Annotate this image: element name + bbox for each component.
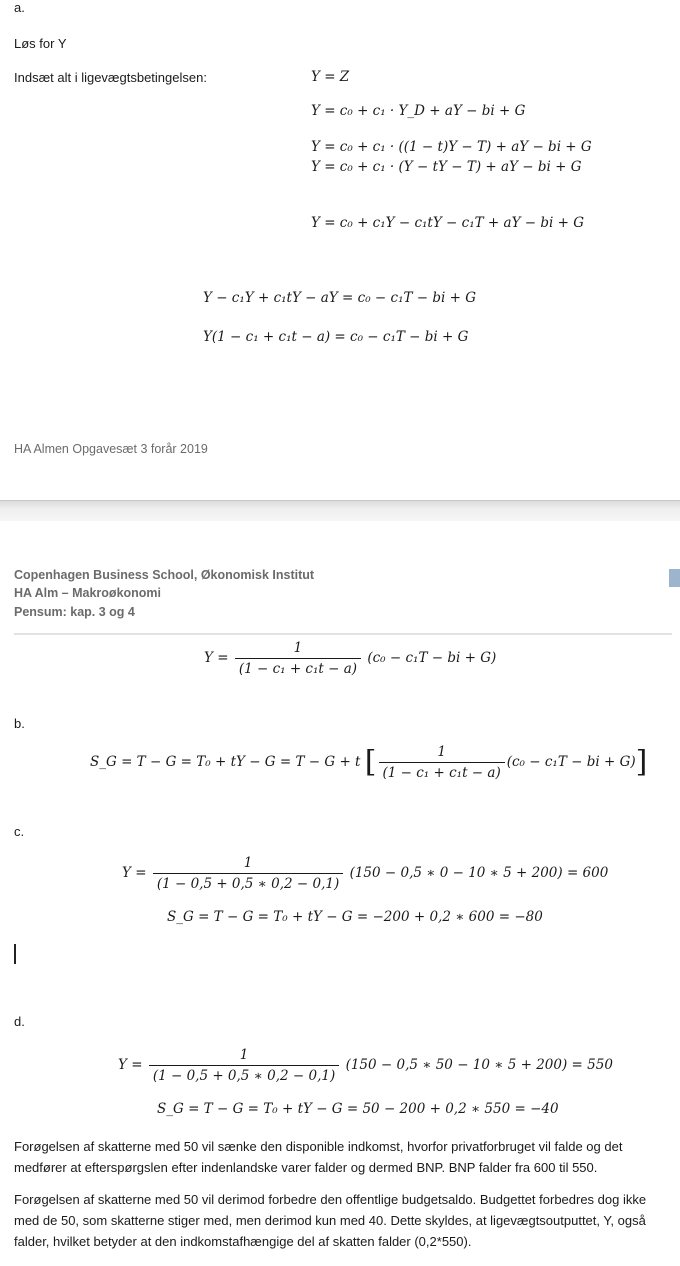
explanation-paragraph-2: Forøgelsen af skatterne med 50 vil derimod forbedre den offentlige budgetsaldo. Budgettet forbedres dog ikke med de 50, som skatterne stiger med, men derimod kun med 40. Dette skyldes, at ligevægtsoutputtet, Y, også falder, hvilket betyder at den indkomstafhængige del af skatten falder (0,2*550). — [14, 1192, 647, 1249]
part-d-numerator: 1 — [239, 1047, 249, 1063]
page-tab-marker — [669, 569, 680, 587]
solution-rhs: (c₀ − c₁T − bi + G) — [367, 650, 497, 666]
solution-denominator: (1 − c₁ + c₁t − a) — [235, 658, 361, 677]
equation-6: Y − c₁Y + c₁tY − aY = c₀ − c₁T − bi + G — [203, 290, 477, 306]
header-institution: Copenhagen Business School, Økonomisk Institut — [14, 568, 315, 582]
left-bracket: [ — [364, 744, 377, 780]
insert-text: Indsæt alt i ligevægtsbetingelsen: — [14, 70, 207, 85]
part-c-numerator: 1 — [243, 855, 253, 871]
part-c-lhs: Y = — [122, 865, 147, 881]
part-a-label: a. — [14, 0, 25, 15]
part-b-equation — [90, 744, 647, 781]
text-cursor — [14, 944, 16, 964]
part-b-fraction — [379, 744, 505, 781]
header-rule — [14, 633, 672, 635]
solution-equation — [204, 640, 496, 677]
equation-4: Y = c₀ + c₁ · (Y − tY − T) + aY − bi + G — [311, 159, 582, 175]
part-d-equation — [118, 1047, 613, 1084]
part-b-label: b. — [14, 716, 25, 731]
equation-7: Y(1 − c₁ + c₁t − a) = c₀ − c₁T − bi + G — [203, 329, 469, 345]
part-d-fraction — [149, 1047, 339, 1084]
part-c-rhs: (150 − 0,5 ∗ 0 − 10 ∗ 5 + 200) = 600 — [349, 865, 609, 881]
part-b-denominator: (1 − c₁ + c₁t − a) — [379, 762, 505, 781]
part-d-lhs: Y = — [118, 1057, 143, 1073]
page-separator — [0, 500, 680, 521]
part-d-rhs: (150 − 0,5 ∗ 50 − 10 ∗ 5 + 200) = 550 — [345, 1057, 613, 1073]
equation-2: Y = c₀ + c₁ · Y_D + aY − bi + G — [311, 103, 526, 119]
part-d-label: d. — [14, 1014, 25, 1029]
part-d-sg-equation: S_G = T − G = T₀ + tY − G = 50 − 200 + 0,2 ∗ 550 = −40 — [157, 1101, 559, 1117]
equation-1: Y = Z — [311, 69, 350, 85]
part-b-lhs: S_G = T − G = T₀ + tY − G = T − G + t — [90, 754, 361, 770]
part-c-sg-equation: S_G = T − G = T₀ + tY − G = −200 + 0,2 ∗ 600 = −80 — [167, 909, 543, 925]
solve-for-text: Løs for Y — [14, 36, 67, 51]
part-b-rhs: (c₀ − c₁T − bi + G) — [506, 754, 636, 770]
solution-fraction — [235, 640, 361, 677]
part-b-numerator: 1 — [437, 744, 446, 760]
equation-5: Y = c₀ + c₁Y − c₁tY − c₁T + aY − bi + G — [311, 215, 585, 231]
solution-lhs: Y = — [204, 650, 229, 666]
header-curriculum: Pensum: kap. 3 og 4 — [14, 605, 135, 619]
solution-numerator: 1 — [293, 640, 303, 656]
right-bracket: ] — [635, 744, 648, 780]
part-c-denominator: (1 − 0,5 + 0,5 ∗ 0,2 − 0,1) — [153, 873, 343, 892]
part-c-fraction — [153, 855, 343, 892]
header-course: HA Alm – Makroøkonomi — [14, 586, 162, 600]
page-footer: HA Almen Opgavesæt 3 forår 2019 — [14, 442, 208, 456]
explanation-paragraph-1: Forøgelsen af skatterne med 50 vil sænke den disponible indkomst, hvorfor privatforbruget vil falde og det medfører at efterspørgslen efter indenlandske varer falder og dermed BNP. BNP falder fra 600 til 550. — [14, 1139, 623, 1175]
part-d-denominator: (1 − 0,5 + 0,5 ∗ 0,2 − 0,1) — [149, 1065, 339, 1084]
equation-3: Y = c₀ + c₁ · ((1 − t)Y − T) + aY − bi + G — [311, 139, 592, 155]
part-c-label: c. — [14, 824, 25, 839]
part-c-equation — [122, 855, 608, 892]
